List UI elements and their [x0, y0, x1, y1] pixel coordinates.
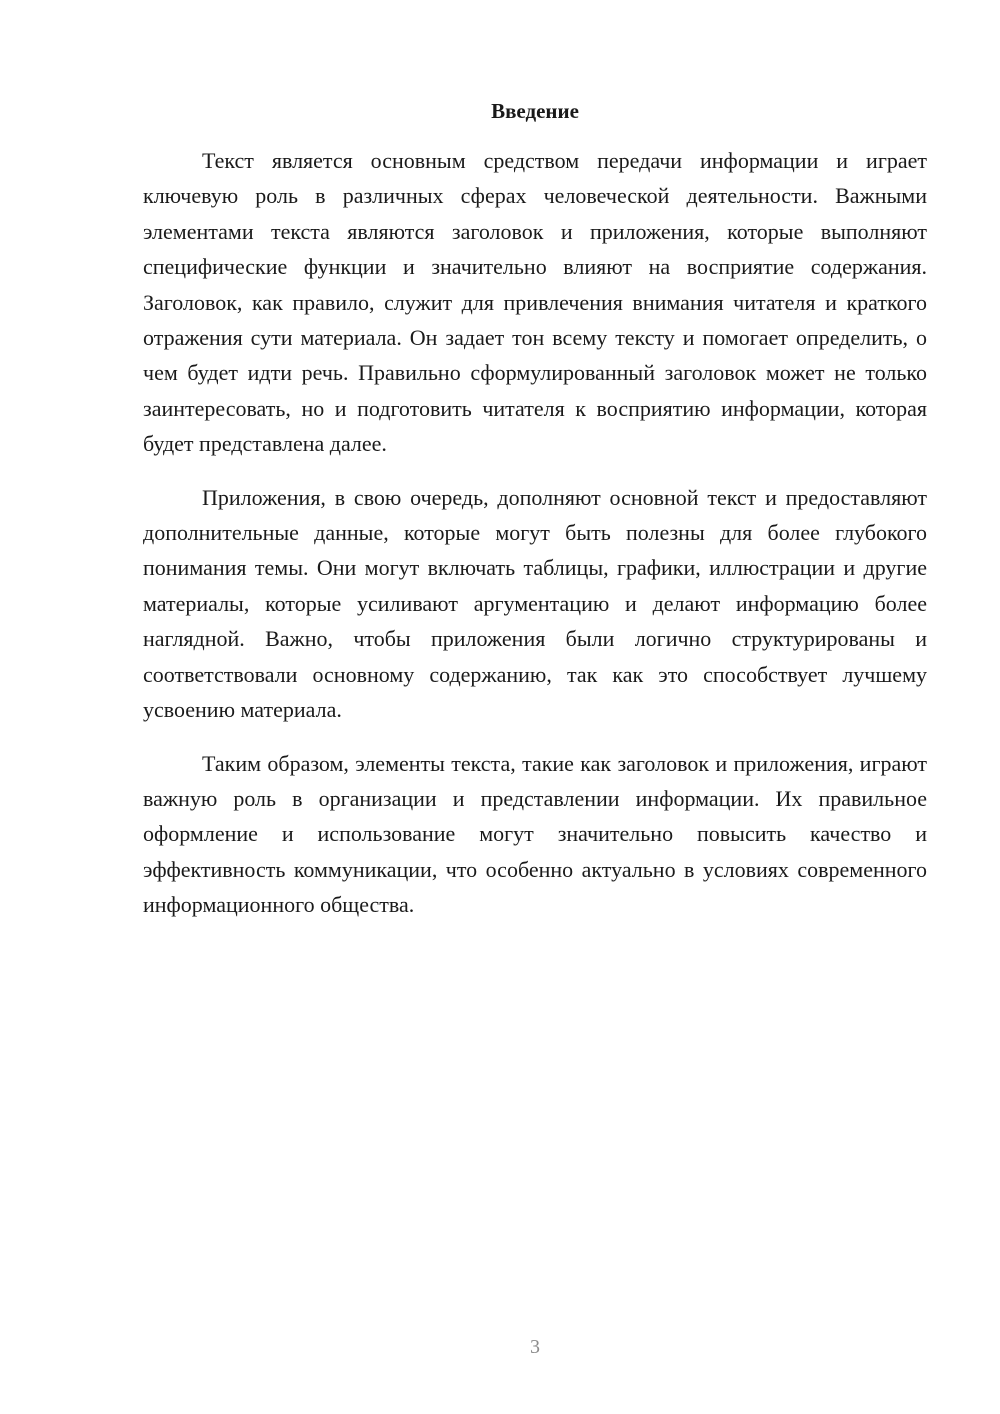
page-number: 3	[530, 1336, 540, 1358]
body-text	[143, 143, 927, 941]
section-heading: Введение	[491, 99, 579, 123]
paragraph-intro: Текст является основным средством передачи информации и играет ключевую роль в различных сферах человеческой деятельности. Важными элементами текста являются заголовок и приложения, которые выполняют специфические функции и значительно влияют на восприятие содержания. Заголовок, как правило, служит для привлечения внимания читателя и краткого отражения сути материала. Он задает тон всему тексту и помогает определить, о чем будет идти речь. Правильно сформулированный заголовок может не только заинтересовать, но и подготовить читателя к восприятию информации, которая будет представлена далее.	[143, 148, 927, 457]
paragraph-conclusion: Таким образом, элементы текста, такие как заголовок и приложения, играют важную роль в организации и представлении информации. Их правильное оформление и использование могут значительно повысить качество и эффективность коммуникации, что особенно актуально в условиях современного информационного общества.	[143, 750, 927, 918]
paragraph-appendices: Приложения, в свою очередь, дополняют основной текст и предоставляют дополнительные данные, которые могут быть полезны для более глубокого понимания темы. Они могут включать таблицы, графики, иллюстрации и другие материалы, которые усиливают аргументацию и делают информацию более наглядной. Важно, чтобы приложения были логично структурированы и соответствовали основному содержанию, так как это способствует лучшему усвоению материала.	[143, 484, 927, 723]
